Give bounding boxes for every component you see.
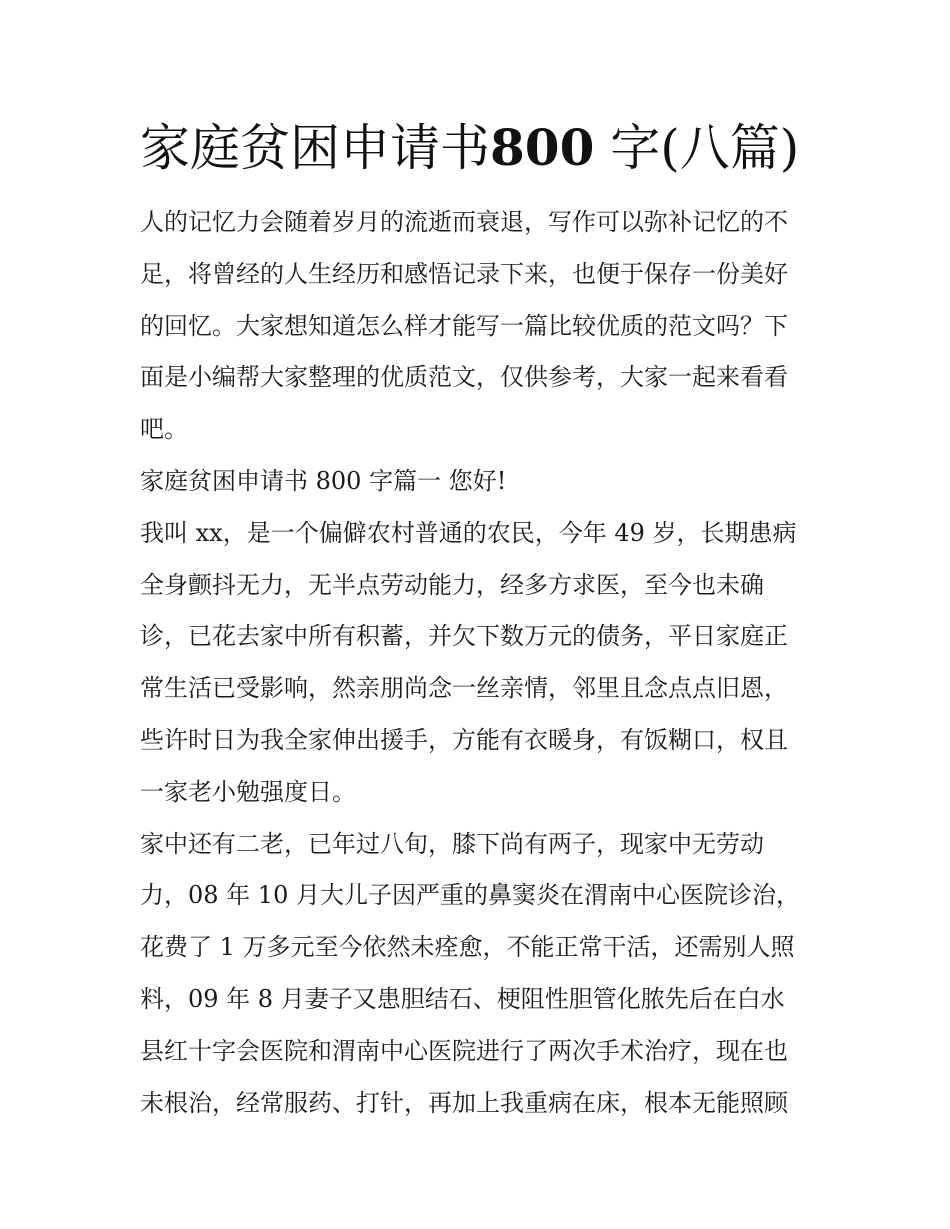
document-title: [140, 116, 840, 180]
text-line: 常生活已受影响，然亲朋尚念一丝亲情，邻里且念点点旧恩，: [140, 674, 788, 703]
text-line: 全身颤抖无力，无半点劳动能力，经多方求医，至今也未确: [140, 570, 764, 599]
text-line: 一家老小勉强度日。: [140, 777, 356, 806]
text-line: 料，09 年 8 月妻子又患胆结石、梗阻性胆管化脓先后在白水: [140, 984, 785, 1013]
title-suffix: 字(八篇): [594, 119, 800, 177]
title-number: 800: [490, 118, 595, 177]
text-line: 诊，已花去家中所有积蓄，并欠下数万元的债务，平日家庭正: [140, 622, 788, 651]
text-line: 力，08 年 10 月大儿子因严重的鼻窦炎在渭南中心医院诊治，: [140, 881, 800, 910]
text-line: 人的记忆力会随着岁月的流逝而衰退，写作可以弥补记忆的不: [140, 208, 788, 236]
text-line: 面是小编帮大家整理的优质范文，仅供参考，大家一起来看看: [140, 363, 788, 392]
text-line: 我叫 xx，是一个偏僻农村普通的农民，今年 49 岁，长期患病: [140, 518, 797, 547]
text-line: 的回忆。大家想知道怎么样才能写一篇比较优质的范文吗？下: [140, 311, 788, 340]
title-main: 家庭贫困申请书: [140, 119, 490, 177]
text-line: 县红十字会医院和渭南中心医院进行了两次手术治疗，现在也: [140, 1036, 788, 1065]
section-heading: 家庭贫困申请书 800 字篇一 您好!: [140, 466, 507, 495]
text-line: 些许时日为我全家伸出援手，方能有衣暖身，有饭糊口，权且: [140, 725, 788, 754]
text-line: 未根治，经常服药、打针，再加上我重病在床，根本无能照顾: [140, 1088, 788, 1117]
text-line: 足，将曾经的人生经历和感悟记录下来，也便于保存一份美好: [140, 259, 788, 288]
text-line: 吧。: [140, 415, 188, 444]
text-line: 家中还有二老，已年过八旬，膝下尚有两子，现家中无劳动: [140, 829, 764, 858]
text-line: 花费了 1 万多元至今依然未痊愈，不能正常干活，还需别人照: [140, 933, 795, 962]
document-body: [140, 197, 816, 1129]
